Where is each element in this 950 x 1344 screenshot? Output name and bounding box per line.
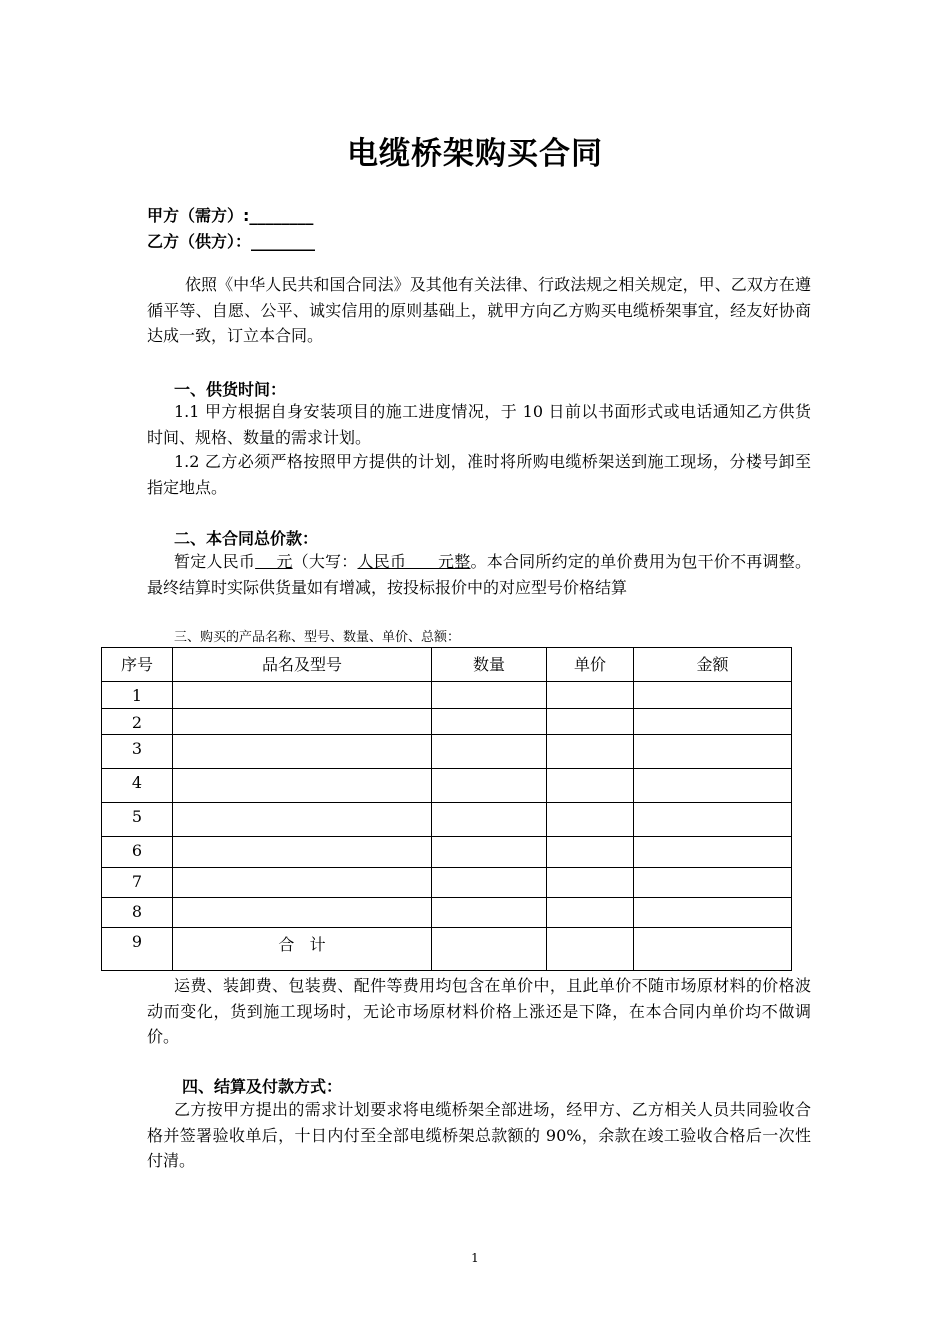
- row-index-cell: 8: [102, 898, 173, 928]
- quantity-cell: [432, 769, 547, 803]
- section2-paragraph: [147, 549, 811, 600]
- table-row: [102, 769, 792, 803]
- amount-cell: [634, 735, 792, 769]
- quantity-cell: [432, 803, 547, 837]
- header-cell-unit-price: 单价: [547, 648, 634, 682]
- unit-price-cell: [547, 868, 634, 898]
- total-label-cell: 合 计: [173, 928, 432, 971]
- section1-heading: 一、供货时间：: [174, 380, 287, 399]
- section1-clause-1: 1.1 甲方根据自身安装项目的施工进度情况，于 10 日前以书面形式或电话通知乙方供货时间、规格、数量的需求计划。: [147, 402, 811, 447]
- unit-price-cell: [547, 735, 634, 769]
- row-index-cell: 6: [102, 837, 173, 868]
- row-index-cell: 5: [102, 803, 173, 837]
- table-total-row: [102, 928, 792, 971]
- name-cell: [173, 735, 432, 769]
- section3-caption: 三、购买的产品名称、型号、数量、单价、总额：: [174, 630, 461, 645]
- price-text-a: 暂定人民币: [174, 552, 256, 571]
- price-text-c: 。本合同所约定的单价费用为包干价不再调整。最终结算时实际供货量如有增减，按投标报价中的对应型号价格结算: [147, 552, 811, 597]
- product-table: [101, 647, 792, 971]
- intro-paragraph: 依照《中华人民共和国合同法》及其他有关法律、行政法规之相关规定，甲、乙双方在遵循平等、自愿、公平、诚实信用的原则基础上，就甲方向乙方购买电缆桥架事宜，经友好协商达成一致，订立本合同。: [147, 275, 811, 345]
- name-cell: [173, 769, 432, 803]
- party-a-label: 甲方（需方）:: [147, 206, 250, 225]
- unit-price-cell: [547, 769, 634, 803]
- amount-cell: [634, 928, 792, 971]
- row-index-cell: 7: [102, 868, 173, 898]
- row-index-cell: 4: [102, 769, 173, 803]
- header-cell-amount: 金额: [634, 648, 792, 682]
- table-row: [102, 682, 792, 709]
- quantity-cell: [432, 682, 547, 709]
- amount-cell: [634, 898, 792, 928]
- party-b-line: [147, 229, 315, 252]
- page-number: 1: [471, 1251, 479, 1265]
- table-row: [102, 709, 792, 735]
- table-row: [102, 898, 792, 928]
- section1-clause-2: 1.2 乙方必须严格按照甲方提供的计划，准时将所购电缆桥架送到施工现场，分楼号卸至指定地点。: [147, 452, 811, 497]
- name-cell: [173, 898, 432, 928]
- header-cell-name: 品名及型号: [173, 648, 432, 682]
- party-a-line: [147, 203, 313, 226]
- unit-price-cell: [547, 928, 634, 971]
- name-cell: [173, 709, 432, 735]
- amount-cell: [634, 682, 792, 709]
- quantity-cell: [432, 709, 547, 735]
- price-amount-blank: 元: [255, 552, 293, 571]
- header-cell-index: 序号: [102, 648, 173, 682]
- unit-price-cell: [547, 898, 634, 928]
- price-uppercase-blank: 人民币 元整: [357, 552, 471, 571]
- table-row: [102, 735, 792, 769]
- header-cell-quantity: 数量: [432, 648, 547, 682]
- row-index-cell: 2: [102, 709, 173, 735]
- unit-price-cell: [547, 803, 634, 837]
- table-row: [102, 837, 792, 868]
- name-cell: [173, 682, 432, 709]
- section3-note: 运费、装卸费、包装费、配件等费用均包含在单价中，且此单价不随市场原材料的价格波动而变化，货到施工现场时，无论市场原材料价格上涨还是下降，在本合同内单价均不做调价。: [147, 976, 811, 1046]
- name-cell: [173, 837, 432, 868]
- row-index-cell: 1: [102, 682, 173, 709]
- quantity-cell: [432, 837, 547, 868]
- quantity-cell: [432, 868, 547, 898]
- name-cell: [173, 803, 432, 837]
- unit-price-cell: [547, 682, 634, 709]
- section2-heading: 二、本合同总价款：: [174, 529, 319, 548]
- unit-price-cell: [547, 709, 634, 735]
- party-b-blank: ________: [251, 232, 316, 251]
- row-index-cell: 3: [102, 735, 173, 769]
- table-row: [102, 868, 792, 898]
- section4-paragraph: 乙方按甲方提出的需求计划要求将电缆桥架全部进场，经甲方、乙方相关人员共同验收合格并签署验收单后，十日内付至全部电缆桥架总款额的 90%，余款在竣工验收合格后一次性付清。: [147, 1100, 811, 1170]
- table-header-row: [102, 648, 792, 682]
- amount-cell: [634, 868, 792, 898]
- document-title: 电缆桥架购买合同: [347, 136, 603, 172]
- table-row: [102, 803, 792, 837]
- name-cell: [173, 868, 432, 898]
- unit-price-cell: [547, 837, 634, 868]
- quantity-cell: [432, 735, 547, 769]
- party-b-label: 乙方（供方）：: [147, 232, 252, 251]
- row-index-cell: 9: [102, 928, 173, 971]
- quantity-cell: [432, 928, 547, 971]
- party-a-blank: ________: [249, 206, 314, 225]
- quantity-cell: [432, 898, 547, 928]
- amount-cell: [634, 709, 792, 735]
- amount-cell: [634, 837, 792, 868]
- amount-cell: [634, 803, 792, 837]
- price-text-b: （大写：: [292, 552, 358, 571]
- amount-cell: [634, 769, 792, 803]
- section4-heading: 四、结算及付款方式：: [182, 1077, 343, 1096]
